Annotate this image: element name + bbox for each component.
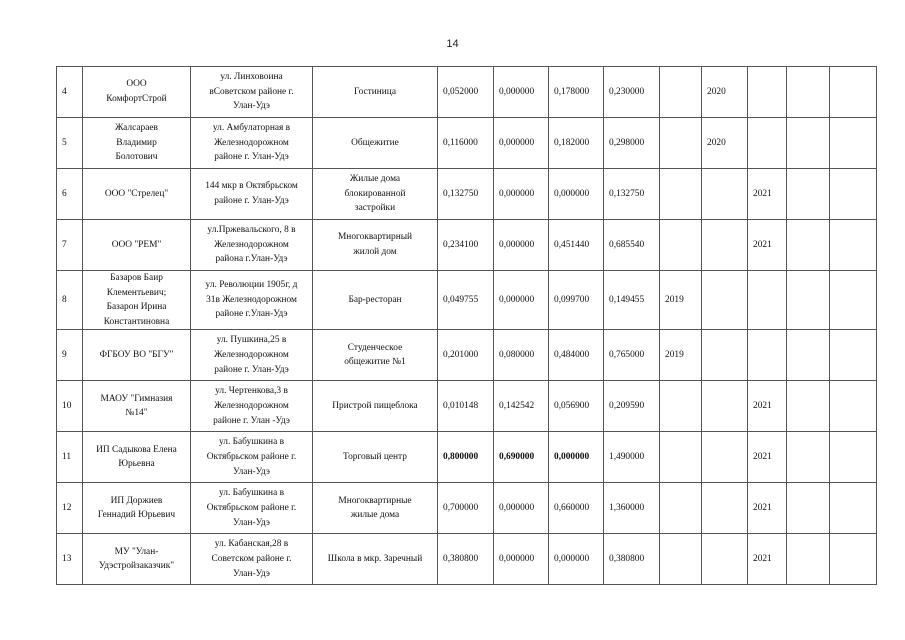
year-2021-cell <box>748 118 787 169</box>
address-cell: ул. Кабанская,28 в Советском районе г. Улан-Удэ <box>191 534 313 585</box>
load-value-2-cell: 0,080000 <box>494 330 549 381</box>
empty-cell <box>830 330 877 381</box>
empty-cell <box>830 271 877 330</box>
object-name-cell: Бар-ресторан <box>313 271 438 330</box>
load-value-3-cell: 0,178000 <box>549 67 604 118</box>
row-number-cell: 10 <box>57 381 83 432</box>
object-name-cell: Жилые дома блокированной застройки <box>313 169 438 220</box>
table-row <box>57 534 877 585</box>
address-cell: ул. Пушкина,25 в Железнодорожном районе г. Улан-Удэ <box>191 330 313 381</box>
load-value-3-cell: 0,000000 <box>549 432 604 483</box>
load-total-cell: 1,360000 <box>604 483 660 534</box>
address-cell: ул. Революции 1905г, д 31в Железнодорожном районе г.Улан-Удэ <box>191 271 313 330</box>
empty-cell <box>830 534 877 585</box>
year-2021-cell: 2021 <box>748 169 787 220</box>
object-name-cell: Школа в мкр. Заречный <box>313 534 438 585</box>
load-value-2-cell: 0,000000 <box>494 67 549 118</box>
load-total-cell: 0,685540 <box>604 220 660 271</box>
table-row <box>57 483 877 534</box>
table-row <box>57 67 877 118</box>
load-value-1-cell: 0,380800 <box>438 534 494 585</box>
year-2020-cell: 2020 <box>702 67 748 118</box>
address-cell: ул. Чертенкова,3 в Железнодорожном районе г. Улан -Удэ <box>191 381 313 432</box>
year-2019-cell <box>660 118 702 169</box>
load-value-3-cell: 0,484000 <box>549 330 604 381</box>
load-total-cell: 0,149455 <box>604 271 660 330</box>
empty-cell <box>787 271 830 330</box>
row-number-cell: 11 <box>57 432 83 483</box>
year-2020-cell <box>702 271 748 330</box>
address-cell: ул.Пржевальского, 8 в Железнодорожном района г.Улан-Удэ <box>191 220 313 271</box>
load-value-3-cell: 0,451440 <box>549 220 604 271</box>
empty-cell <box>787 381 830 432</box>
empty-cell <box>830 483 877 534</box>
load-total-cell: 1,490000 <box>604 432 660 483</box>
year-2021-cell: 2021 <box>748 220 787 271</box>
address-cell: ул. Линховоина вСоветском районе г. Улан-Удэ <box>191 67 313 118</box>
load-value-2-cell: 0,690000 <box>494 432 549 483</box>
empty-cell <box>830 381 877 432</box>
load-value-2-cell: 0,142542 <box>494 381 549 432</box>
address-cell: ул. Бабушкина в Октябрьском районе г. Улан-Удэ <box>191 432 313 483</box>
load-value-3-cell: 0,000000 <box>549 534 604 585</box>
empty-cell <box>787 534 830 585</box>
load-value-1-cell: 0,116000 <box>438 118 494 169</box>
object-name-cell: Многоквартирный жилой дом <box>313 220 438 271</box>
year-2020-cell <box>702 330 748 381</box>
year-2019-cell <box>660 67 702 118</box>
object-name-cell: Общежитие <box>313 118 438 169</box>
table-row <box>57 271 877 330</box>
row-number-cell: 7 <box>57 220 83 271</box>
year-2019-cell <box>660 432 702 483</box>
load-total-cell: 0,765000 <box>604 330 660 381</box>
year-2020-cell <box>702 169 748 220</box>
load-value-2-cell: 0,000000 <box>494 271 549 330</box>
empty-cell <box>787 67 830 118</box>
year-2021-cell <box>748 271 787 330</box>
table-row <box>57 330 877 381</box>
table-row <box>57 169 877 220</box>
year-2020-cell <box>702 381 748 432</box>
year-2020-cell <box>702 534 748 585</box>
organization-cell: МАОУ "Гимназия №14" <box>83 381 191 432</box>
object-name-cell: Многоквартирные жилые дома <box>313 483 438 534</box>
year-2019-cell <box>660 534 702 585</box>
year-2020-cell: 2020 <box>702 118 748 169</box>
empty-cell <box>830 220 877 271</box>
table-row <box>57 381 877 432</box>
year-2020-cell <box>702 432 748 483</box>
year-2019-cell <box>660 483 702 534</box>
year-2021-cell <box>748 330 787 381</box>
load-value-3-cell: 0,056900 <box>549 381 604 432</box>
load-value-2-cell: 0,000000 <box>494 220 549 271</box>
year-2020-cell <box>702 483 748 534</box>
year-2019-cell: 2019 <box>660 330 702 381</box>
table-row <box>57 118 877 169</box>
load-total-cell: 0,209590 <box>604 381 660 432</box>
row-number-cell: 5 <box>57 118 83 169</box>
table-row <box>57 220 877 271</box>
load-value-3-cell: 0,000000 <box>549 169 604 220</box>
load-value-2-cell: 0,000000 <box>494 534 549 585</box>
load-value-1-cell: 0,234100 <box>438 220 494 271</box>
year-2021-cell: 2021 <box>748 534 787 585</box>
organization-cell: ООО КомфортСтрой <box>83 67 191 118</box>
load-value-3-cell: 0,182000 <box>549 118 604 169</box>
load-value-1-cell: 0,201000 <box>438 330 494 381</box>
load-total-cell: 0,132750 <box>604 169 660 220</box>
year-2019-cell <box>660 169 702 220</box>
load-value-2-cell: 0,000000 <box>494 118 549 169</box>
year-2019-cell <box>660 220 702 271</box>
table-row <box>57 432 877 483</box>
year-2019-cell <box>660 381 702 432</box>
empty-cell <box>787 220 830 271</box>
load-value-1-cell: 0,049755 <box>438 271 494 330</box>
organization-cell: ООО "РЕМ" <box>83 220 191 271</box>
empty-cell <box>787 483 830 534</box>
page-number: 14 <box>446 38 459 50</box>
load-total-cell: 0,230000 <box>604 67 660 118</box>
table-body <box>57 67 877 585</box>
organization-cell: ООО "Стрелец" <box>83 169 191 220</box>
object-name-cell: Студенческое общежитие №1 <box>313 330 438 381</box>
empty-cell <box>787 118 830 169</box>
load-value-1-cell: 0,700000 <box>438 483 494 534</box>
row-number-cell: 4 <box>57 67 83 118</box>
organization-cell: Базаров Баир Клементьевич; Базарон Ирина Константиновна <box>83 271 191 330</box>
organization-cell: ИП Садыкова Елена Юрьевна <box>83 432 191 483</box>
empty-cell <box>787 169 830 220</box>
object-name-cell: Пристрой пищеблока <box>313 381 438 432</box>
address-cell: 144 мкр в Октябрьском районе г. Улан-Удэ <box>191 169 313 220</box>
year-2021-cell: 2021 <box>748 381 787 432</box>
load-value-3-cell: 0,099700 <box>549 271 604 330</box>
load-value-2-cell: 0,000000 <box>494 169 549 220</box>
empty-cell <box>830 67 877 118</box>
consumers-table <box>56 66 877 585</box>
organization-cell: Жалсараев Владимир Болотович <box>83 118 191 169</box>
row-number-cell: 12 <box>57 483 83 534</box>
empty-cell <box>787 330 830 381</box>
load-value-1-cell: 0,800000 <box>438 432 494 483</box>
load-total-cell: 0,380800 <box>604 534 660 585</box>
address-cell: ул. Бабушкина в Октябрьском районе г. Улан-Удэ <box>191 483 313 534</box>
empty-cell <box>830 169 877 220</box>
year-2021-cell: 2021 <box>748 483 787 534</box>
empty-cell <box>787 432 830 483</box>
load-value-2-cell: 0,000000 <box>494 483 549 534</box>
load-value-1-cell: 0,010148 <box>438 381 494 432</box>
row-number-cell: 8 <box>57 271 83 330</box>
row-number-cell: 13 <box>57 534 83 585</box>
organization-cell: МУ "Улан- Удэстройзаказчик" <box>83 534 191 585</box>
object-name-cell: Торговый центр <box>313 432 438 483</box>
empty-cell <box>830 118 877 169</box>
empty-cell <box>830 432 877 483</box>
load-value-1-cell: 0,132750 <box>438 169 494 220</box>
organization-cell: ФГБОУ ВО "БГУ" <box>83 330 191 381</box>
year-2021-cell: 2021 <box>748 432 787 483</box>
object-name-cell: Гостиница <box>313 67 438 118</box>
load-value-3-cell: 0,660000 <box>549 483 604 534</box>
address-cell: ул. Амбулаторная в Железнодорожном районе г. Улан-Удэ <box>191 118 313 169</box>
year-2021-cell <box>748 67 787 118</box>
load-total-cell: 0,298000 <box>604 118 660 169</box>
row-number-cell: 9 <box>57 330 83 381</box>
row-number-cell: 6 <box>57 169 83 220</box>
year-2019-cell: 2019 <box>660 271 702 330</box>
year-2020-cell <box>702 220 748 271</box>
load-value-1-cell: 0,052000 <box>438 67 494 118</box>
organization-cell: ИП Доржиев Геннадий Юрьевич <box>83 483 191 534</box>
